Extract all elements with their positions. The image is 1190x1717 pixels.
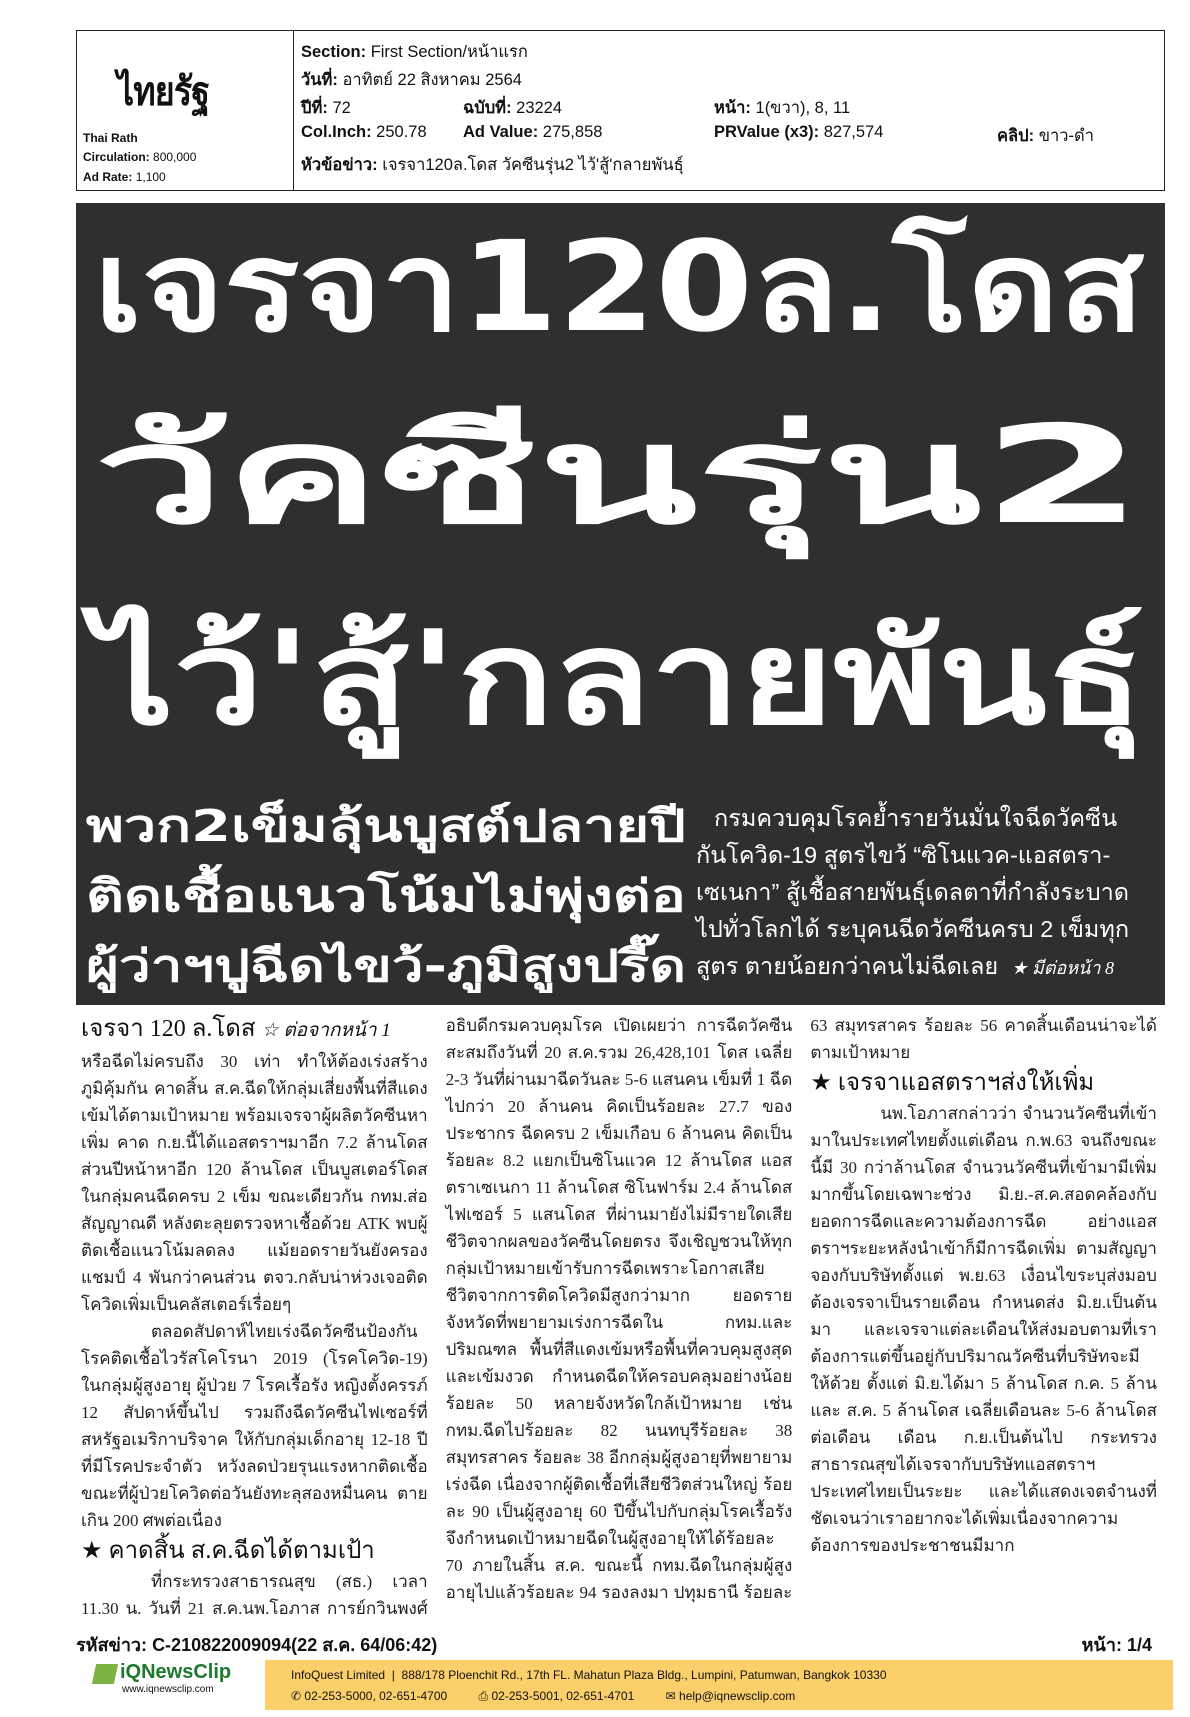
deck-line: ไปทั่วโลกได้ ระบุคนฉีดวัคซีนครบ 2 เข็มทุก [696, 916, 1130, 942]
main-headline-line-3: ไว้'สู้'กลายพันธุ์ [94, 602, 1144, 754]
article-paragraph: ตลอดสัปดาห์ไทยเร่งฉีดวัคซีนป้องกันโรคติดเชื้อไวรัสโคโรนา 2019 (โรคโควิด-19) ในกลุ่มผู้สูงอายุ ผู้ป่วย 7 โรคเรื้อรัง หญิงตั้งครรภ์ 12 สัปดาห์ขึ้นไป รวมถึงฉีดวัคซีนไฟเซอร์ที่สหรัฐอเมริกาบริจาค ให้กับกลุ่มเด็กอายุ 12-18 ปีที่มีโรคประจำตัว หวังลดป่วยรุนแรงหากติดเชื้อ ขณะที่ผู้ป่วยโควิดต่อวันยังทะลุสองหมื่นคน ตายเกิน 200 ศพต่อเนื่อง [81, 1322, 428, 1530]
page-footer [0, 1630, 1190, 1717]
clip-page [1082, 1630, 1152, 1659]
article-subheading: ★ คาดสิ้น ส.ค.ฉีดได้ตามเป้า [81, 1538, 375, 1564]
ad-rate [83, 170, 166, 184]
circulation-label: Circulation: [83, 150, 150, 164]
continued-from: ☆ ต่อจากหน้า 1 [261, 1020, 391, 1041]
page-value: 1(ขวา), 8, 11 [755, 99, 851, 117]
fax-value: 02-253-5001, 02-651-4701 [491, 1689, 635, 1703]
main-headline-line-2: วัคซีนรุ่น2 [94, 397, 1144, 554]
brand-name: iQNewsClip [120, 1661, 232, 1683]
deck-line-text: สูตร ตายน้อยกว่าคนไม่ฉีดเลย [696, 953, 999, 979]
headline-deck [696, 800, 1151, 987]
clip-type-value: ขาว-ดำ [1038, 127, 1095, 145]
company-name: InfoQuest Limited [291, 1668, 386, 1682]
phone [291, 1689, 447, 1703]
contact-bar [265, 1660, 1173, 1710]
circulation [83, 150, 196, 164]
phone-icon: ✆ [291, 1689, 302, 1703]
iqnewsclip-logo [94, 1661, 244, 1695]
publication-name: Thai Rath [83, 131, 138, 145]
subheadline-1: พวก2เข็มลุ้นบูสต์ปลายปี [86, 801, 686, 852]
col-inch-value: 250.78 [376, 123, 427, 141]
section-label: Section: [301, 43, 367, 61]
subheadline-2: ติดเชื้อแนวโน้มไม่พุ่งต่อ [86, 871, 686, 922]
article-title-text: เจรจา 120 ล.โดส [81, 1016, 256, 1042]
article-subheading: ★ เจรจาแอสตราฯส่งให้เพิ่ม [810, 1070, 1095, 1096]
continued-page-8: ★ มีต่อหน้า 8 [1011, 958, 1114, 978]
deck-line: กรมควบคุมโรคย้ำรายวันมั่นใจฉีดวัคซีน [714, 805, 1118, 831]
headline-meta [301, 152, 684, 178]
contact-details [291, 1689, 823, 1704]
ad-value-label: Ad Value: [463, 123, 539, 141]
pr-value-label: PRValue (x3): [714, 123, 820, 141]
fax [479, 1689, 635, 1703]
phone-value: 02-253-5000, 02-651-4700 [304, 1689, 448, 1703]
ad-value [463, 123, 602, 142]
col-inch [301, 123, 427, 142]
article-body [81, 1012, 1157, 1622]
thairath-logo: ไทยรัฐ [117, 69, 210, 115]
ad-rate-value: 1,100 [135, 170, 166, 184]
address: 888/178 Ploenchit Rd., 17th FL. Mahatun Plaza Bldg., Lumpini, Patumwan, Bangkok 10330 [401, 1668, 887, 1682]
section-value: First Section/หน้าแรก [370, 43, 528, 61]
publication-panel [77, 31, 294, 190]
brand-url[interactable]: www.iqnewsclip.com [122, 1684, 214, 1695]
page-numbers [714, 95, 850, 121]
news-id-value: C-210822009094(22 ส.ค. 64/06:42) [152, 1635, 438, 1655]
year [301, 95, 351, 121]
article-paragraph: หรือฉีดไม่ครบถึง 30 เท่า ทำให้ต้องเร่งสร้างภูมิคุ้มกัน คาดสิ้น ส.ค.ฉีดให้กลุ่มเสี่ยงพื้นที่สีแดงเข้มได้ตามเป้าหมาย พร้อมเจรจาผู้ผลิตวัคซีนหาเพิ่ม คาด ก.ย.นี้ได้แอสตราฯมาอีก 7.2 ล้านโดส ส่วนปีหน้าหาอีก 120 ล้านโดส เป็นบูสเตอร์โดสในกลุ่มคนฉีดครบ 2 เข็ม ขณะเดียวกัน กทม.ส่อสัญญาณดี หลังตะลุยตรวจหาเชื้อด้วย ATK พบผู้ติดเชื้อแนวโน้มลดลง แม้ยอดรายวันยังครองแชมป์ 4 พันกว่าคนส่วน ตจว.กลับน่าห่วงเจอติดโควิดเพิ่มเป็นคลัสเตอร์เรื่อยๆ [81, 1052, 428, 1314]
article-paragraph: ที่กระทรวงสาธารณสุข (สธ.) เวลา 11.30 น. วันที่ 21 ส.ค.นพ.โอภาส การย์กวินพงศ์ อธิบดีกรมควบคุมโรค เปิดเผยว่า การฉีดวัคซีนสะสมถึงวันที่ 20 ส.ค.รวม 26,428,101 โดส เฉลี่ย 2-3 วันที่ผ่านมาฉีดวันละ 5-6 แสนคน เข็มที่ 1 ฉีดไปกว่า 20 ล้านคน คิดเป็นร้อยละ 27.7 ของประชากร ฉีดครบ 2 เข็มเกือบ 6 ล้านคน คิดเป็นร้อยละ 8.2 แยกเป็นซิโนแวค 12 ล้านโดส แอสตราเซเนกา 11 ล้านโดส ซิโนฟาร์ม 2.4 ล้านโดส ไฟเซอร์ 5 แสนโดส ที่ผ่านมายังไม่มีรายใดเสียชีวิตจากผลของวัคซีนโดยตรง จึงเชิญชวนให้ทุกกลุ่มเป้าหมายเข้ารับการฉีดเพราะโอกาสเสียชีวิตจากการติดโควิดมีสูงกว่ามาก ยอดรายจังหวัดที่พยายามเร่งการฉีดใน กทม.และปริมณฑล พื้นที่สีแดงเข้มหรือพื้นที่ควบคุมสูงสุดและเข้มงวด กำหนดฉีดให้ครอบคลุมอย่างน้อยร้อยละ 50 หลายจังหวัดใกล้เป้าหมาย เช่น กทม.ฉีดไปร้อยละ 82 นนทบุรีร้อยละ 38 สมุทรสาคร ร้อยละ 38 อีกกลุ่มผู้สูงอายุที่พยายามเร่งฉีด เนื่องจากผู้ติดเชื้อที่เสียชีวิตส่วนใหญ่ ร้อยละ 90 เป็นผู้สูงอายุ 60 ปีขึ้นไปกับกลุ่มโรคเรื้อรัง จึงกำหนดเป้าหมายฉีดในผู้สูงอายุให้ได้ร้อยละ 70 ภายในสิ้น ส.ค. ขณะนี้ กทม.ฉีดในกลุ่มผู้สูงอายุไปแล้วร้อยละ 94 รองลงมา ปทุมธานี ร้อยละ 63 สมุทรสาคร ร้อยละ 56 คาดสิ้นเดือนน่าจะได้ตามเป้าหมาย [81, 1016, 1157, 1618]
subheadline-3: ผู้ว่าฯปูฉีดไขว้-ภูมิสูงปรี๊ด [86, 941, 687, 992]
section [301, 39, 528, 65]
company-address: InfoQuest Limited | 888/178 Ploenchit Rd., 17th FL. Mahatun Plaza Bldg., Lumpini, Patumwan, Bangkok 10330 [291, 1668, 887, 1682]
page-label: หน้า: [714, 99, 751, 117]
email-value[interactable]: help@iqnewsclip.com [679, 1689, 796, 1703]
headline-label: หัวข้อข่าว: [301, 156, 378, 174]
year-label: ปีที่: [301, 99, 328, 117]
article-paragraph: นพ.โอภาสกล่าวว่า จำนวนวัคซีนที่เข้ามาในประเทศไทยตั้งแต่เดือน ก.พ.63 จนถึงขณะนี้มี 30 กว่าล้านโดส จำนวนวัคซีนที่เข้ามามีเพิ่มมากขึ้นโดยเฉพาะช่วง มิ.ย.-ส.ค.สอดคล้องกับยอดการฉีดและความต้องการฉีด อย่างแอสตราฯระยะหลังนำเข้าก็มีการฉีดเพิ่ม ตามสัญญาจองกับบริษัทตั้งแต่ พ.ย.63 เงื่อนไขระบุส่งมอบต้องเจรจาเป็นรายเดือน กำหนดส่ง มิ.ย.เป็นต้นมา และเจรจาแต่ละเดือนให้ส่งมอบตามที่เราต้องการแต่ขึ้นอยู่กับปริมาณวัคซีนที่บริษัทจะมีให้ด้วย ตั้งแต่ มิ.ย.ได้มา 5 ล้านโดส ก.ค. 5 ล้าน และ ส.ค. 5 ล้านโดส เฉลี่ยเดือนละ 5-6 ล้านโดสต่อเดือน เดือน ก.ย.เป็นต้นไป กระทรวงสาธารณสุขได้เจรจากับบริษัทแอสตราฯ ประเทศไทยเป็นระยะ และได้แสดงเจตจำนงที่ชัดเจนว่าเราอยากจะได้เพิ่มเนื่องจากความต้องการของประชาชนมีมาก [810, 1104, 1157, 1555]
clip-metadata-header [76, 30, 1165, 191]
email [666, 1689, 796, 1703]
col-inch-label: Col.Inch: [301, 123, 372, 141]
pr-value-value: 827,574 [823, 123, 884, 141]
deck-line-last [696, 948, 1151, 987]
news-id [76, 1630, 437, 1659]
main-headline-line-1: เจรจา120ล.โดส [94, 215, 1145, 360]
clip-page-value: 1/4 [1126, 1635, 1152, 1655]
clip-type [997, 123, 1094, 149]
clip-page-label: หน้า: [1081, 1635, 1122, 1655]
headline-value: เจรจา120ล.โดส วัคซีนรุ่น2 ไว้'สู้'กลายพันธุ์ [382, 156, 684, 174]
article-title [81, 1012, 428, 1048]
ad-rate-label: Ad Rate: [83, 170, 133, 184]
ad-value-value: 275,858 [542, 123, 603, 141]
printer-icon: ⎙ [478, 1689, 489, 1703]
envelope-icon: ✉ [665, 1689, 676, 1703]
news-id-label: รหัสข่าว: [76, 1635, 148, 1655]
issue [463, 95, 562, 121]
year-value: 72 [332, 99, 351, 117]
clip-type-label: คลิป: [997, 127, 1035, 145]
issue-label: ฉบับที่: [463, 99, 512, 117]
newspaper-icon [92, 1664, 118, 1684]
headline-banner [76, 203, 1165, 1005]
deck-line: เซเนกา” สู้เชื้อสายพันธุ์เดลตาที่กำลังระบาด [696, 879, 1130, 905]
deck-line: กันโควิด-19 สูตรไขว้ “ซิโนแวค-แอสตรา- [696, 842, 1111, 868]
circulation-value: 800,000 [153, 150, 197, 164]
date-label: วันที่: [301, 71, 338, 89]
pr-value [714, 123, 883, 142]
issue-value: 23224 [516, 99, 563, 117]
date-value: อาทิตย์ 22 สิงหาคม 2564 [342, 71, 522, 89]
date [301, 67, 522, 93]
